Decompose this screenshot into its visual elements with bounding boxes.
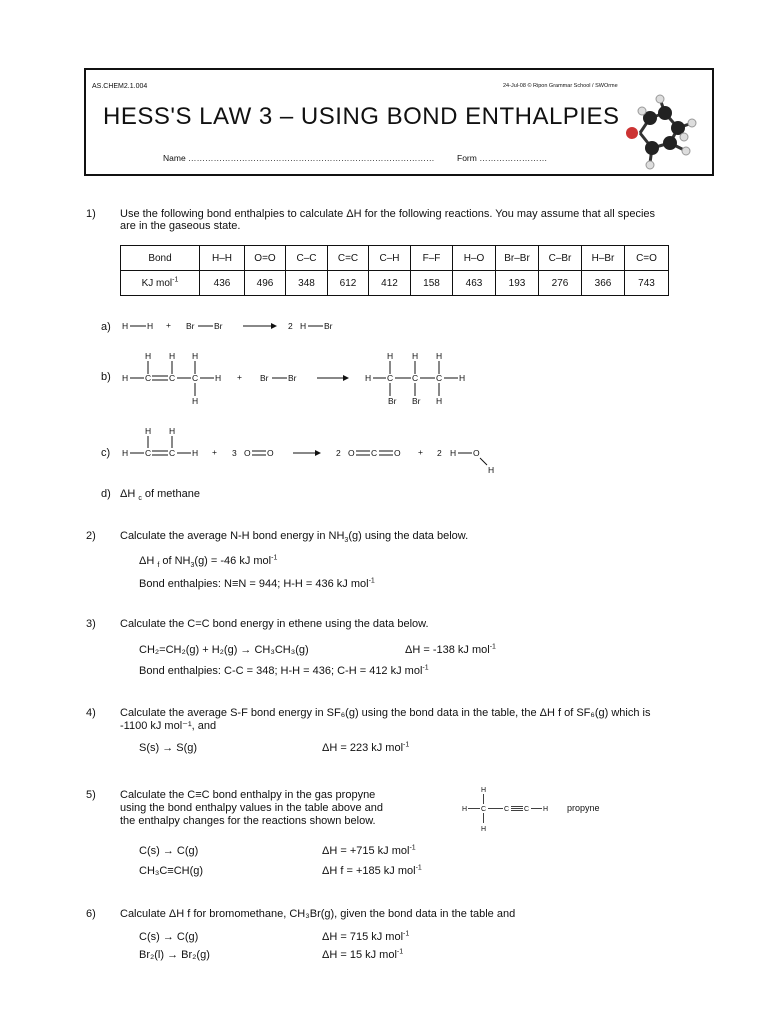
svg-text:2: 2	[288, 321, 293, 331]
q4-dh: ΔH = 223 kJ mol$^{-1}$	[322, 741, 410, 754]
table-cell: Br–Br	[496, 246, 539, 271]
q6-text: Calculate ΔH f for bromomethane, CH₃Br(g), given the bond data in the table and	[120, 908, 516, 920]
table-cell: 158	[411, 271, 453, 296]
svg-text:C: C	[504, 806, 510, 813]
propyne-structure	[458, 785, 558, 835]
table-cell: 436	[200, 271, 245, 296]
svg-text:2: 2	[336, 448, 341, 458]
q1c-label: c)	[101, 447, 111, 459]
svg-text:C: C	[145, 373, 152, 383]
svg-text:H: H	[145, 351, 152, 361]
table-row	[121, 246, 669, 271]
reaction-b	[122, 351, 465, 406]
q1d-label: d)	[101, 488, 111, 500]
table-cell: C–H	[369, 246, 411, 271]
svg-text:H: H	[122, 448, 129, 458]
bond-enthalpy-table	[120, 245, 669, 296]
svg-text:H: H	[436, 396, 443, 406]
table-cell: C=C	[328, 246, 369, 271]
svg-text:H: H	[488, 465, 495, 475]
q4-equation: S(s) → S(g)	[139, 742, 198, 754]
svg-text:C: C	[387, 373, 394, 383]
date-credit: 24-Jul-08 © Ripon Grammar School / SWOrme	[503, 83, 618, 89]
table-cell: 412	[369, 271, 411, 296]
q5-text-2: using the bond enthalpy values in the table above and	[120, 802, 383, 814]
svg-text:H: H	[145, 426, 152, 436]
svg-text:Br: Br	[288, 373, 297, 383]
table-cell: C=O	[625, 246, 669, 271]
table-cell: H–O	[453, 246, 496, 271]
svg-text:H: H	[169, 426, 176, 436]
reaction-structures	[115, 310, 635, 480]
q3-number: 3)	[86, 618, 96, 630]
svg-text:C: C	[371, 448, 378, 458]
page-title: HESS'S LAW 3 – USING BOND ENTHALPIES	[103, 103, 620, 130]
name-field[interactable]: Name ……………………………………………………………………………	[163, 153, 435, 163]
svg-text:+: +	[166, 320, 171, 330]
svg-text:H: H	[412, 351, 419, 361]
svg-text:H: H	[122, 373, 129, 383]
q5-text-3: the enthalpy changes for the reactions shown below.	[120, 815, 376, 827]
svg-text:Br: Br	[186, 321, 195, 331]
svg-text:H: H	[450, 448, 457, 458]
svg-text:H: H	[387, 351, 394, 361]
q4-text-1: Calculate the average S-F bond energy in SF₆(g) using the bond data in the table, the ΔH f of SF₆(g) which is	[120, 707, 651, 719]
table-cell: 366	[582, 271, 625, 296]
svg-text:O: O	[267, 448, 274, 458]
svg-text:C: C	[145, 448, 152, 458]
svg-text:O: O	[473, 448, 480, 458]
reaction-a	[122, 320, 333, 331]
table-cell: KJ mol$^{-1}$	[121, 271, 200, 296]
svg-text:O: O	[394, 448, 401, 458]
svg-text:+: +	[212, 447, 217, 457]
table-cell: H–Br	[582, 246, 625, 271]
q2-number: 2)	[86, 530, 96, 542]
table-cell: 463	[453, 271, 496, 296]
table-cell: F–F	[411, 246, 453, 271]
svg-text:C: C	[169, 373, 176, 383]
svg-text:Br: Br	[388, 396, 397, 406]
q2-line1: ΔH $_f$ of $NH_3(g) = -46$ kJ mol$^{-1}$	[139, 554, 278, 570]
q1d-text: ΔH $_c$ of methane	[120, 488, 200, 503]
table-cell: 612	[328, 271, 369, 296]
svg-text:H: H	[192, 351, 199, 361]
svg-text:C: C	[192, 373, 199, 383]
q5-eq2: CH₃C≡CH(g)	[139, 865, 204, 877]
q1b-label: b)	[101, 371, 111, 383]
q1-text-2: are in the gaseous state.	[120, 220, 241, 232]
svg-text:Br: Br	[324, 321, 333, 331]
svg-text:+: +	[237, 372, 242, 382]
q5-text-1: Calculate the C≡C bond enthalpy in the gas propyne	[120, 789, 376, 801]
svg-text:H: H	[481, 787, 487, 794]
q5-number: 5)	[86, 789, 96, 801]
q4-text-2: -1100 kJ mol⁻¹, and	[120, 720, 217, 732]
svg-text:H: H	[462, 806, 468, 813]
svg-text:O: O	[348, 448, 355, 458]
reaction-c	[122, 426, 494, 475]
q5-eq1-dh: ΔH = +715 kJ mol$^{-1}$	[322, 844, 416, 857]
molecule-model-icon	[620, 93, 702, 173]
q6-eq1: C(s) → C(g)	[139, 931, 199, 943]
svg-text:Br: Br	[214, 321, 223, 331]
table-cell: C–Br	[539, 246, 582, 271]
table-cell: 276	[539, 271, 582, 296]
svg-text:2: 2	[437, 448, 442, 458]
svg-text:H: H	[300, 321, 307, 331]
q3-text: Calculate the C=C bond energy in ethene using the data below.	[120, 618, 429, 630]
q2-text: Calculate the average N-H bond energy in $NH_3(g)$ using the data below.	[120, 530, 469, 545]
q3-equation: CH₂=CH₂(g) + H₂(g) → CH₃CH₃(g)	[139, 644, 309, 656]
table-cell: 743	[625, 271, 669, 296]
svg-text:H: H	[147, 321, 154, 331]
svg-text:H: H	[365, 373, 372, 383]
q6-eq1-dh: ΔH = 715 kJ mol$^{-1}$	[322, 930, 410, 943]
svg-text:+: +	[418, 447, 423, 457]
q6-number: 6)	[86, 908, 96, 920]
q1a-label: a)	[101, 321, 111, 333]
svg-text:C: C	[436, 373, 443, 383]
table-row	[121, 271, 669, 296]
q5-eq1: C(s) → C(g)	[139, 845, 199, 857]
table-cell: 496	[245, 271, 286, 296]
svg-text:Br: Br	[260, 373, 269, 383]
q6-eq2: Br₂(l) → Br₂(g)	[139, 949, 210, 961]
propyne-label: propyne	[567, 803, 600, 813]
svg-text:C: C	[412, 373, 419, 383]
svg-text:H: H	[543, 806, 549, 813]
q2-line2: Bond enthalpies: N≡N = 944; H-H = 436 kJ mol$^{-1}$	[139, 577, 375, 590]
table-cell: O=O	[245, 246, 286, 271]
svg-text:H: H	[481, 826, 487, 833]
svg-text:H: H	[169, 351, 176, 361]
svg-text:Br: Br	[412, 396, 421, 406]
svg-text:H: H	[122, 321, 129, 331]
svg-text:3: 3	[232, 448, 237, 458]
svg-text:H: H	[436, 351, 443, 361]
q1-number: 1)	[86, 208, 96, 220]
q3-line2: Bond enthalpies: C-C = 348; H-H = 436; C-H = 412 kJ mol$^{-1}$	[139, 664, 429, 677]
q5-eq2-dh: ΔH f = +185 kJ mol$^{-1}$	[322, 864, 422, 877]
q1-text-1: Use the following bond enthalpies to calculate ΔH for the following reactions. You may assume that all species	[120, 208, 656, 220]
document-code: AS.CHEM2.1.004	[92, 83, 148, 90]
svg-text:H: H	[459, 373, 466, 383]
form-field[interactable]: Form ……………………	[457, 153, 548, 163]
table-cell: Bond	[121, 246, 200, 271]
svg-text:O: O	[244, 448, 251, 458]
svg-text:H: H	[192, 396, 199, 406]
svg-text:H: H	[215, 373, 222, 383]
q4-number: 4)	[86, 707, 96, 719]
q3-dh: ΔH = -138 kJ mol$^{-1}$	[405, 643, 496, 656]
svg-text:C: C	[481, 806, 487, 813]
svg-text:C: C	[524, 806, 530, 813]
svg-text:C: C	[169, 448, 176, 458]
table-cell: H–H	[200, 246, 245, 271]
table-cell: C–C	[286, 246, 328, 271]
q6-eq2-dh: ΔH = 15 kJ mol$^{-1}$	[322, 948, 404, 961]
table-cell: 348	[286, 271, 328, 296]
table-cell: 193	[496, 271, 539, 296]
svg-text:H: H	[192, 448, 199, 458]
